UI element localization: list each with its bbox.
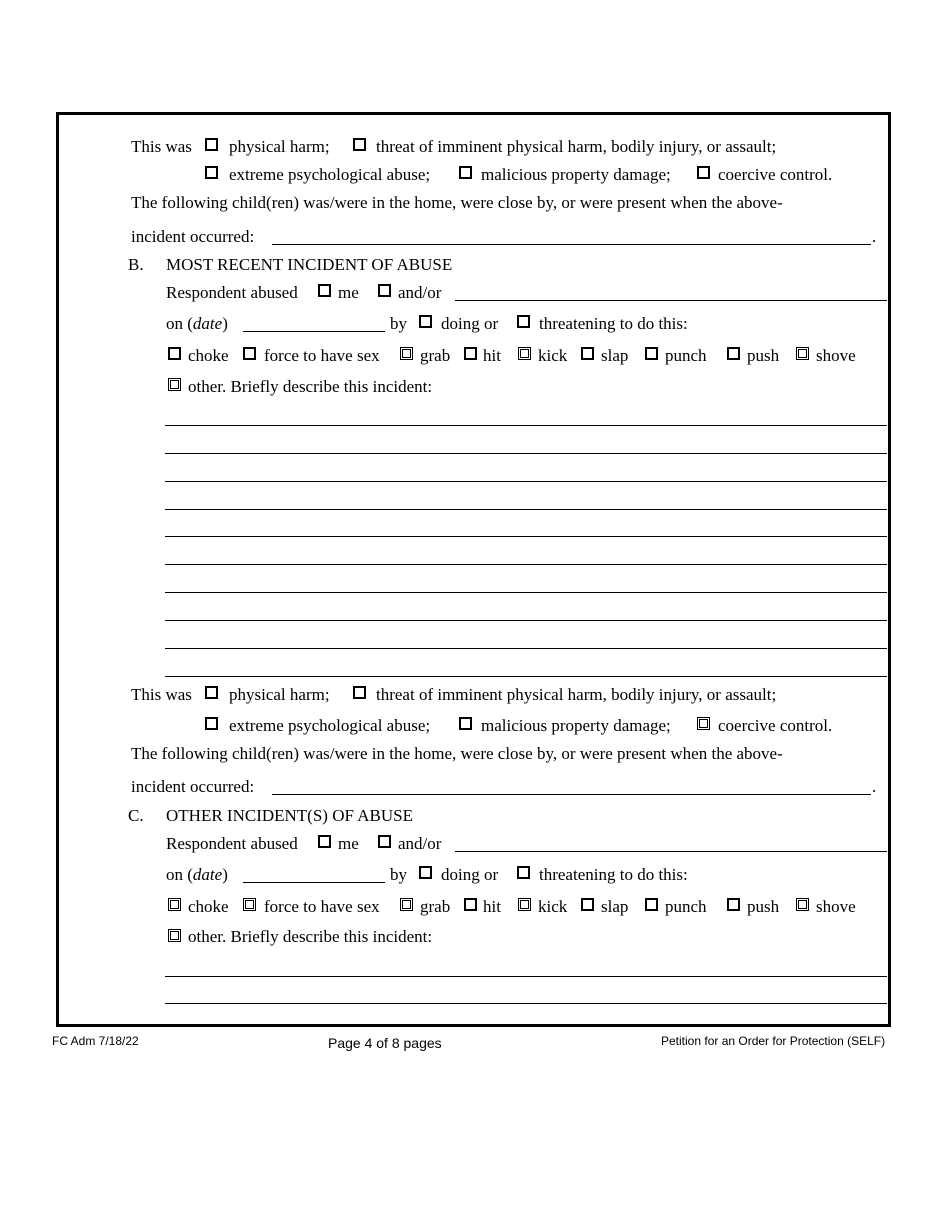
force-sex-checkbox[interactable] [243,898,256,911]
threatening-checkbox[interactable] [517,866,530,879]
respondent-abused-label: Respondent abused [166,283,298,302]
me-label: me [338,834,359,853]
this-was-label: This was [131,685,192,704]
push-label: push [747,897,780,916]
psych-abuse-checkbox[interactable] [205,717,218,730]
psych-abuse-checkbox[interactable] [205,166,218,179]
this-was-label: This was [131,137,192,156]
children-input-line[interactable] [272,794,871,795]
me-label: me [338,283,359,302]
other-checkbox[interactable] [168,929,181,942]
description-line[interactable] [165,592,887,593]
punch-label: punch [665,346,707,365]
shove-checkbox[interactable] [796,898,809,911]
kick-checkbox[interactable] [518,898,531,911]
physical-harm-checkbox[interactable] [205,138,218,151]
page-number: Page 4 of 8 pages [328,1035,442,1051]
period: . [872,777,877,796]
date-input-line[interactable] [243,331,385,332]
coercive-control-checkbox[interactable] [697,166,710,179]
date-input-line[interactable] [243,882,385,883]
section-c-heading: OTHER INCIDENT(S) OF ABUSE [166,806,413,825]
threat-checkbox[interactable] [353,686,366,699]
incident-occurred-label: incident occurred: [131,777,255,796]
force-sex-label: force to have sex [264,897,380,916]
force-sex-checkbox[interactable] [243,347,256,360]
threatening-label: threatening to do this: [539,865,688,884]
coercive-control-checkbox[interactable] [697,717,710,730]
property-damage-checkbox[interactable] [459,166,472,179]
description-line[interactable] [165,509,887,510]
kick-label: kick [538,897,568,916]
abused-person-input-line[interactable] [455,300,887,301]
hit-label: hit [483,897,501,916]
doing-label: doing or [441,314,499,333]
andor-label: and/or [398,283,442,302]
description-line[interactable] [165,1003,887,1004]
children-text: The following child(ren) was/were in the home, were close by, or were present when the above- [131,193,783,212]
property-damage-label: malicious property damage; [481,165,671,184]
doing-checkbox[interactable] [419,315,432,328]
kick-checkbox[interactable] [518,347,531,360]
physical-harm-label: physical harm; [229,137,330,156]
coercive-control-label: coercive control. [718,165,833,184]
hit-checkbox[interactable] [464,898,477,911]
andor-checkbox[interactable] [378,284,391,297]
physical-harm-label: physical harm; [229,685,330,704]
push-checkbox[interactable] [727,898,740,911]
section-b-heading: MOST RECENT INCIDENT OF ABUSE [166,255,453,274]
by-label: by [390,865,407,884]
andor-checkbox[interactable] [378,835,391,848]
section-c-letter: C. [128,806,144,825]
me-checkbox[interactable] [318,835,331,848]
coercive-control-label: coercive control. [718,716,833,735]
threat-label: threat of imminent physical harm, bodily injury, or assault; [376,137,777,156]
slap-label: slap [601,897,629,916]
description-line[interactable] [165,536,887,537]
grab-label: grab [420,897,451,916]
doing-checkbox[interactable] [419,866,432,879]
description-line[interactable] [165,676,887,677]
punch-label: punch [665,897,707,916]
form-title: Petition for an Order for Protection (SELF) [661,1034,886,1048]
grab-checkbox[interactable] [400,898,413,911]
other-checkbox[interactable] [168,378,181,391]
respondent-abused-label: Respondent abused [166,834,298,853]
threatening-checkbox[interactable] [517,315,530,328]
grab-checkbox[interactable] [400,347,413,360]
hit-checkbox[interactable] [464,347,477,360]
punch-checkbox[interactable] [645,347,658,360]
doing-label: doing or [441,865,499,884]
shove-checkbox[interactable] [796,347,809,360]
form-id: FC Adm 7/18/22 [52,1034,139,1048]
physical-harm-checkbox[interactable] [205,686,218,699]
property-damage-label: malicious property damage; [481,716,671,735]
push-label: push [747,346,780,365]
other-label: other. Briefly describe this incident: [188,927,433,946]
children-input-line[interactable] [272,244,871,245]
incident-occurred-label: incident occurred: [131,227,255,246]
description-line[interactable] [165,425,887,426]
shove-label: shove [816,346,856,365]
kick-label: kick [538,346,568,365]
description-line[interactable] [165,453,887,454]
description-line[interactable] [165,620,887,621]
hit-label: hit [483,346,501,365]
by-label: by [390,314,407,333]
slap-checkbox[interactable] [581,898,594,911]
choke-label: choke [188,897,229,916]
slap-checkbox[interactable] [581,347,594,360]
me-checkbox[interactable] [318,284,331,297]
description-line[interactable] [165,976,887,977]
force-sex-label: force to have sex [264,346,380,365]
slap-label: slap [601,346,629,365]
property-damage-checkbox[interactable] [459,717,472,730]
children-text: The following child(ren) was/were in the home, were close by, or were present when the above- [131,744,783,763]
section-b-letter: B. [128,255,144,274]
psych-abuse-label: extreme psychological abuse; [229,165,431,184]
threatening-label: threatening to do this: [539,314,688,333]
period: . [872,227,877,246]
punch-checkbox[interactable] [645,898,658,911]
description-line[interactable] [165,564,887,565]
on-date-label: on (date) [166,865,228,884]
threat-label: threat of imminent physical harm, bodily injury, or assault; [376,685,777,704]
choke-checkbox[interactable] [168,898,181,911]
andor-label: and/or [398,834,442,853]
choke-label: choke [188,346,229,365]
push-checkbox[interactable] [727,347,740,360]
psych-abuse-label: extreme psychological abuse; [229,716,431,735]
form-frame [56,112,891,1027]
description-line[interactable] [165,648,887,649]
choke-checkbox[interactable] [168,347,181,360]
description-line[interactable] [165,481,887,482]
threat-checkbox[interactable] [353,138,366,151]
shove-label: shove [816,897,856,916]
on-date-label: on (date) [166,314,228,333]
grab-label: grab [420,346,451,365]
abused-person-input-line[interactable] [455,851,887,852]
other-label: other. Briefly describe this incident: [188,377,433,396]
